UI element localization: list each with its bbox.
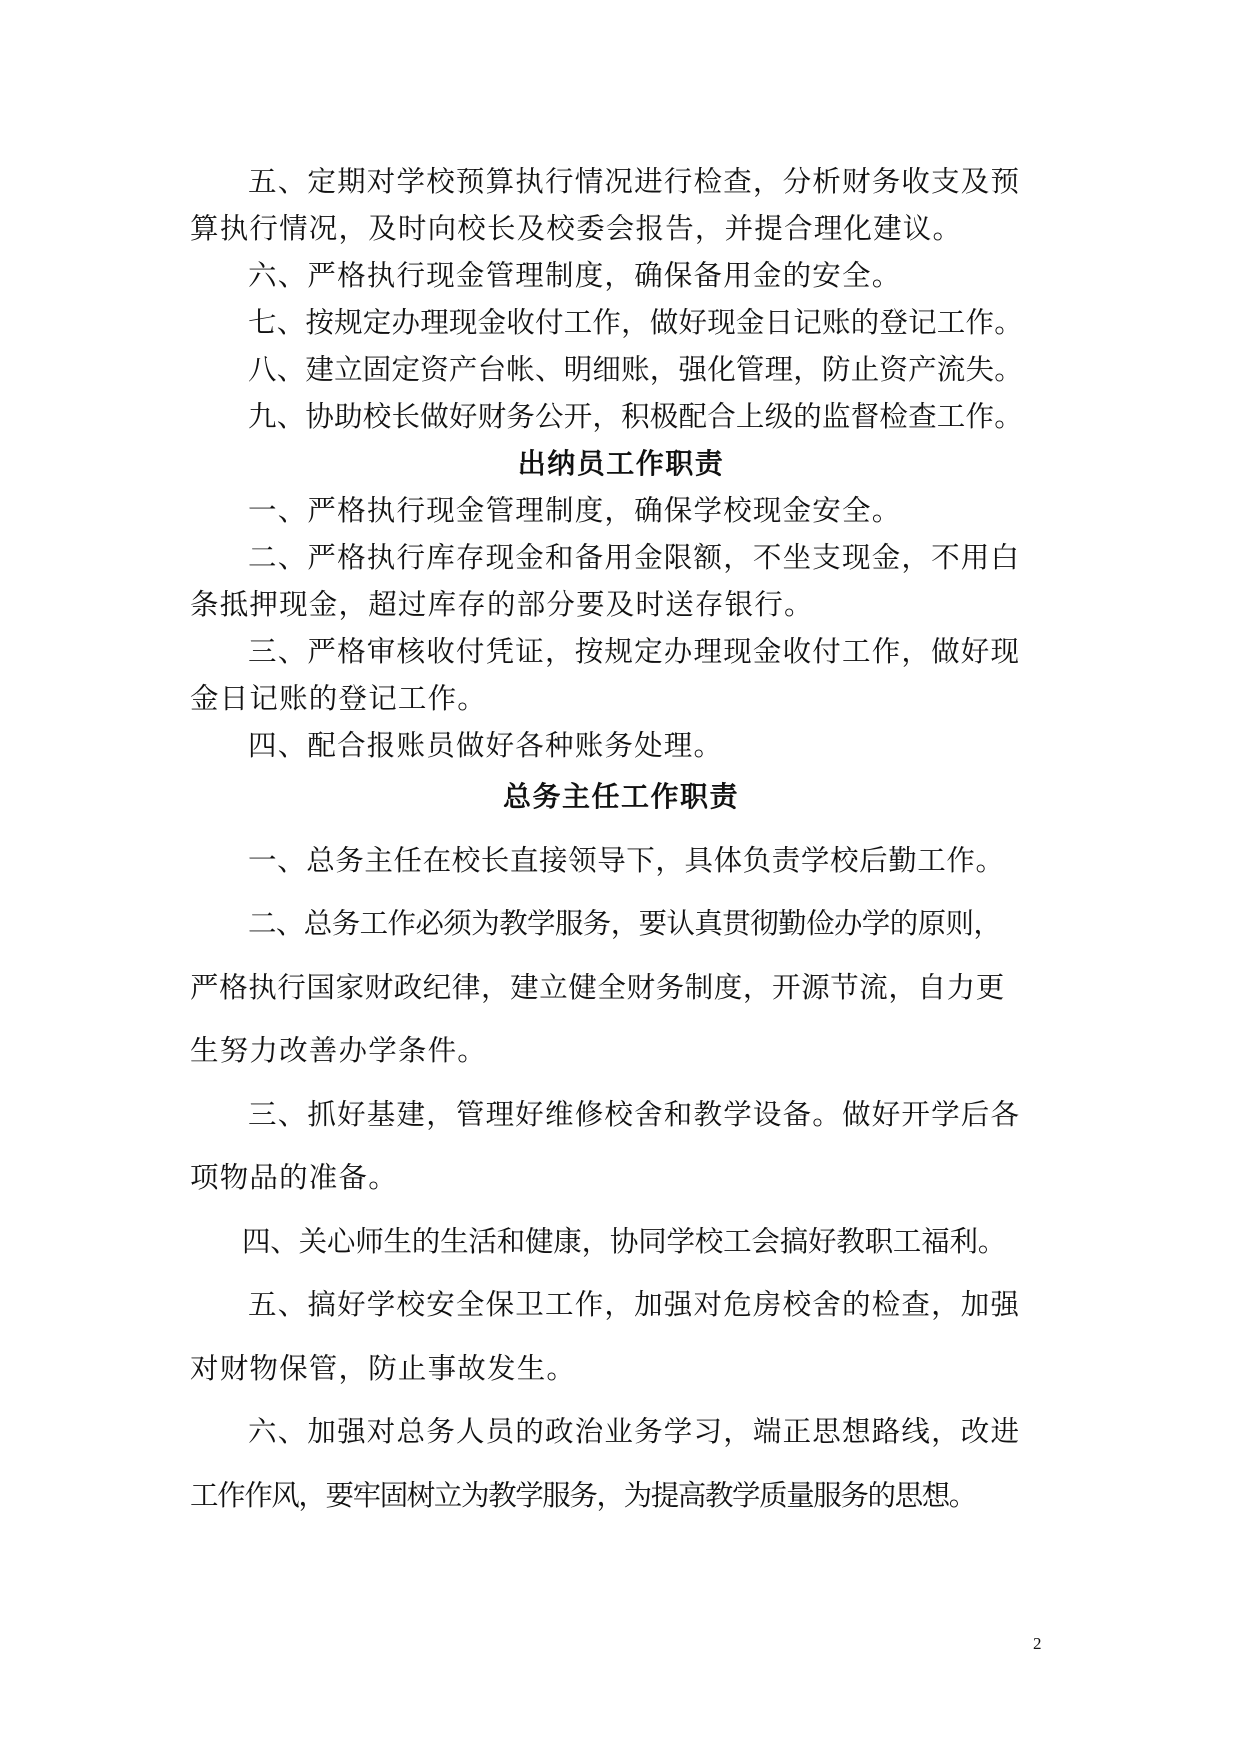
paragraph-line: 五、定期对学校预算执行情况进行检查，分析财务收支及预 [248, 165, 1021, 198]
paragraph-line: 八、建立固定资产台帐、明细账，强化管理，防止资产流失。 [248, 353, 1023, 386]
paragraph-line: 二、总务工作必须为教学服务，要认真贯彻勤俭办学的原则， [248, 907, 1002, 940]
finance-duties-continued [190, 158, 1052, 440]
paragraph-line: 三、严格审核收付凭证，按规定办理现金收付工作，做好现 [248, 635, 1021, 668]
section-title: 出纳员工作职责 [517, 447, 725, 480]
paragraph-line: 对财物保管，防止事故发生。 [190, 1351, 577, 1385]
paragraph-line: 七、按规定办理现金收付工作，做好现金日记账的登记工作。 [248, 306, 1023, 339]
paragraph-line: 工作作风，要牢固树立为教学服务，为提高教学质量服务的思想。 [190, 1478, 976, 1512]
paragraph-line: 九、协助校长做好财务公开，积极配合上级的监督检查工作。 [248, 400, 1023, 433]
paragraph-line: 生努力改善办学条件。 [190, 1034, 488, 1067]
page-number: 2 [1033, 1634, 1042, 1653]
paragraph-line: 三、抓好基建，管理好维修校舍和教学设备。做好开学后各 [248, 1097, 1021, 1131]
paragraph-line: 一、总务主任在校长直接领导下，具体负责学校后勤工作。 [248, 843, 1005, 877]
paragraph-line: 四、配合报账员做好各种账务处理。 [248, 729, 724, 762]
section-title: 总务主任工作职责 [502, 780, 739, 813]
paragraph-line: 算执行情况，及时向校长及校委会报告，并提合理化建议。 [190, 212, 963, 245]
paragraph-line: 六、严格执行现金管理制度，确保备用金的安全。 [248, 259, 902, 292]
paragraph-line: 严格执行国家财政纪律，建立健全财务制度，开源节流，自力更 [190, 970, 1005, 1004]
cashier-duties-section [190, 440, 1052, 769]
paragraph-line: 六、加强对总务人员的政治业务学习，端正思想路线，改进 [248, 1415, 1021, 1448]
paragraph-line: 金日记账的登记工作。 [190, 682, 488, 715]
paragraph-line: 五、搞好学校安全保卫工作，加强对危房校舍的检查，加强 [248, 1288, 1021, 1321]
paragraph-line: 二、严格执行库存现金和备用金限额，不坐支现金，不用白 [248, 541, 1021, 574]
paragraph-line: 条抵押现金，超过库存的部分要及时送存银行。 [190, 588, 814, 621]
document-page [190, 158, 1052, 1527]
paragraph-line: 项物品的准备。 [190, 1161, 398, 1194]
paragraph-line: 四、关心师生的生活和健康，协同学校工会搞好教职工福利。 [242, 1224, 1007, 1258]
general-affairs-director-duties-section [190, 765, 1052, 1527]
paragraph-line: 一、严格执行现金管理制度，确保学校现金安全。 [248, 494, 902, 527]
